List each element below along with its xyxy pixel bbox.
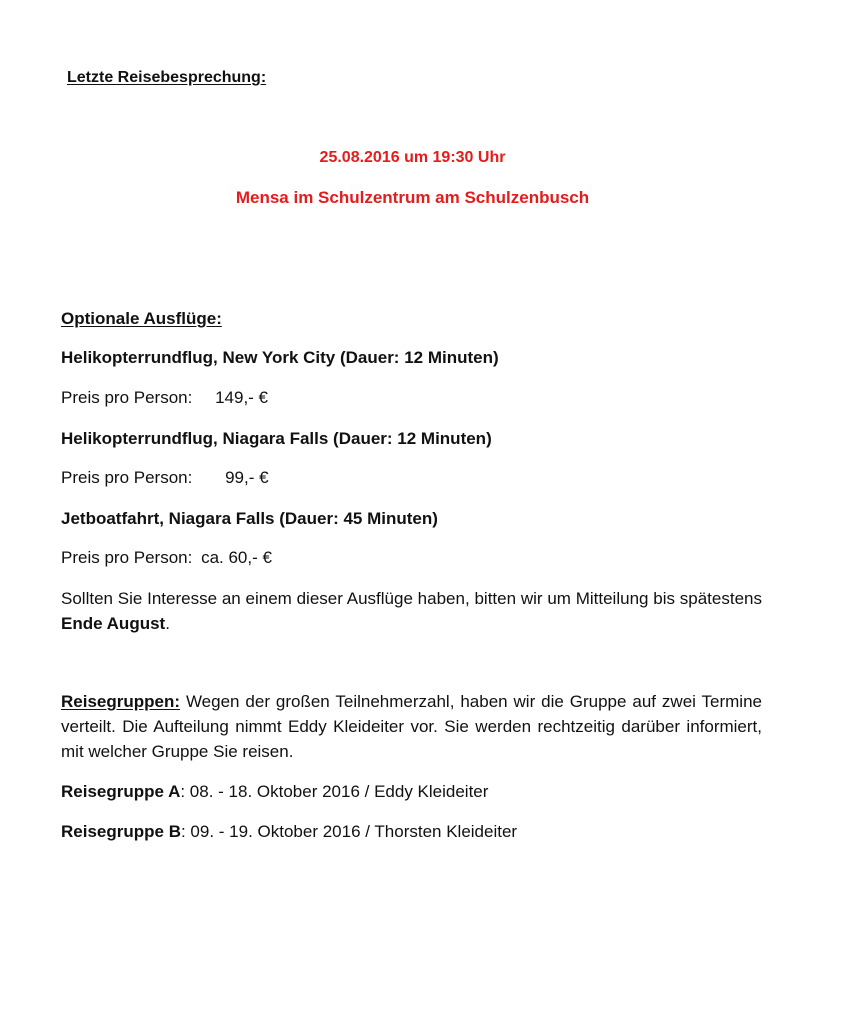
group-a-name: Reisegruppe A	[61, 782, 181, 801]
price-label: Preis pro Person:	[61, 468, 193, 487]
excursions-notice	[61, 586, 762, 636]
meeting-heading: Letzte Reisebesprechung:	[67, 69, 267, 86]
groups-heading: Reisegruppen:	[61, 692, 181, 711]
group-b-details: : 09. - 19. Oktober 2016 / Thorsten Kleideiter	[180, 822, 518, 841]
price-label: Preis pro Person:	[61, 388, 193, 407]
meeting-location: Mensa im Schulzentrum am Schulzenbusch	[235, 188, 590, 207]
price-label: Preis pro Person:	[61, 548, 193, 567]
groups-intro-paragraph	[61, 689, 762, 764]
excursion-title-nyc: Helikopterrundflug, New York City (Dauer: 12 Minuten)	[61, 348, 499, 367]
group-a-row	[61, 783, 488, 800]
notice-suffix: .	[165, 614, 170, 633]
excursion-price-row-niagara-heli	[61, 469, 269, 486]
excursion-title-niagara-heli: Helikopterrundflug, Niagara Falls (Dauer: 12 Minuten)	[61, 429, 492, 448]
group-b-name: Reisegruppe B	[61, 822, 181, 841]
notice-deadline: Ende August	[61, 614, 166, 633]
meeting-datetime: 25.08.2016 um 19:30 Uhr	[319, 149, 506, 166]
price-amount: 149,- €	[215, 388, 269, 407]
price-amount: 99,- €	[225, 468, 269, 487]
price-amount: ca. 60,- €	[201, 548, 272, 567]
excursion-price-row-jetboat	[61, 549, 272, 566]
notice-prefix: Sollten Sie Interesse an einem dieser Ausflüge haben, bitten wir um Mitteilung bis spätestens	[61, 589, 762, 608]
excursion-price-row-nyc	[61, 389, 268, 406]
excursions-heading: Optionale Ausflüge:	[61, 309, 222, 328]
groups-intro: Wegen der großen Teilnehmerzahl, haben wir die Gruppe auf zwei Termine verteilt. Die Aufteilung nimmt Eddy Kleideiter vor. Sie werden rechtzeitig darüber informiert, mit welcher Gruppe Sie reisen.	[61, 692, 762, 761]
group-a-details: : 08. - 18. Oktober 2016 / Eddy Kleideiter	[180, 782, 489, 801]
excursion-title-jetboat: Jetboatfahrt, Niagara Falls (Dauer: 45 Minuten)	[61, 509, 438, 528]
group-b-row	[61, 823, 517, 840]
